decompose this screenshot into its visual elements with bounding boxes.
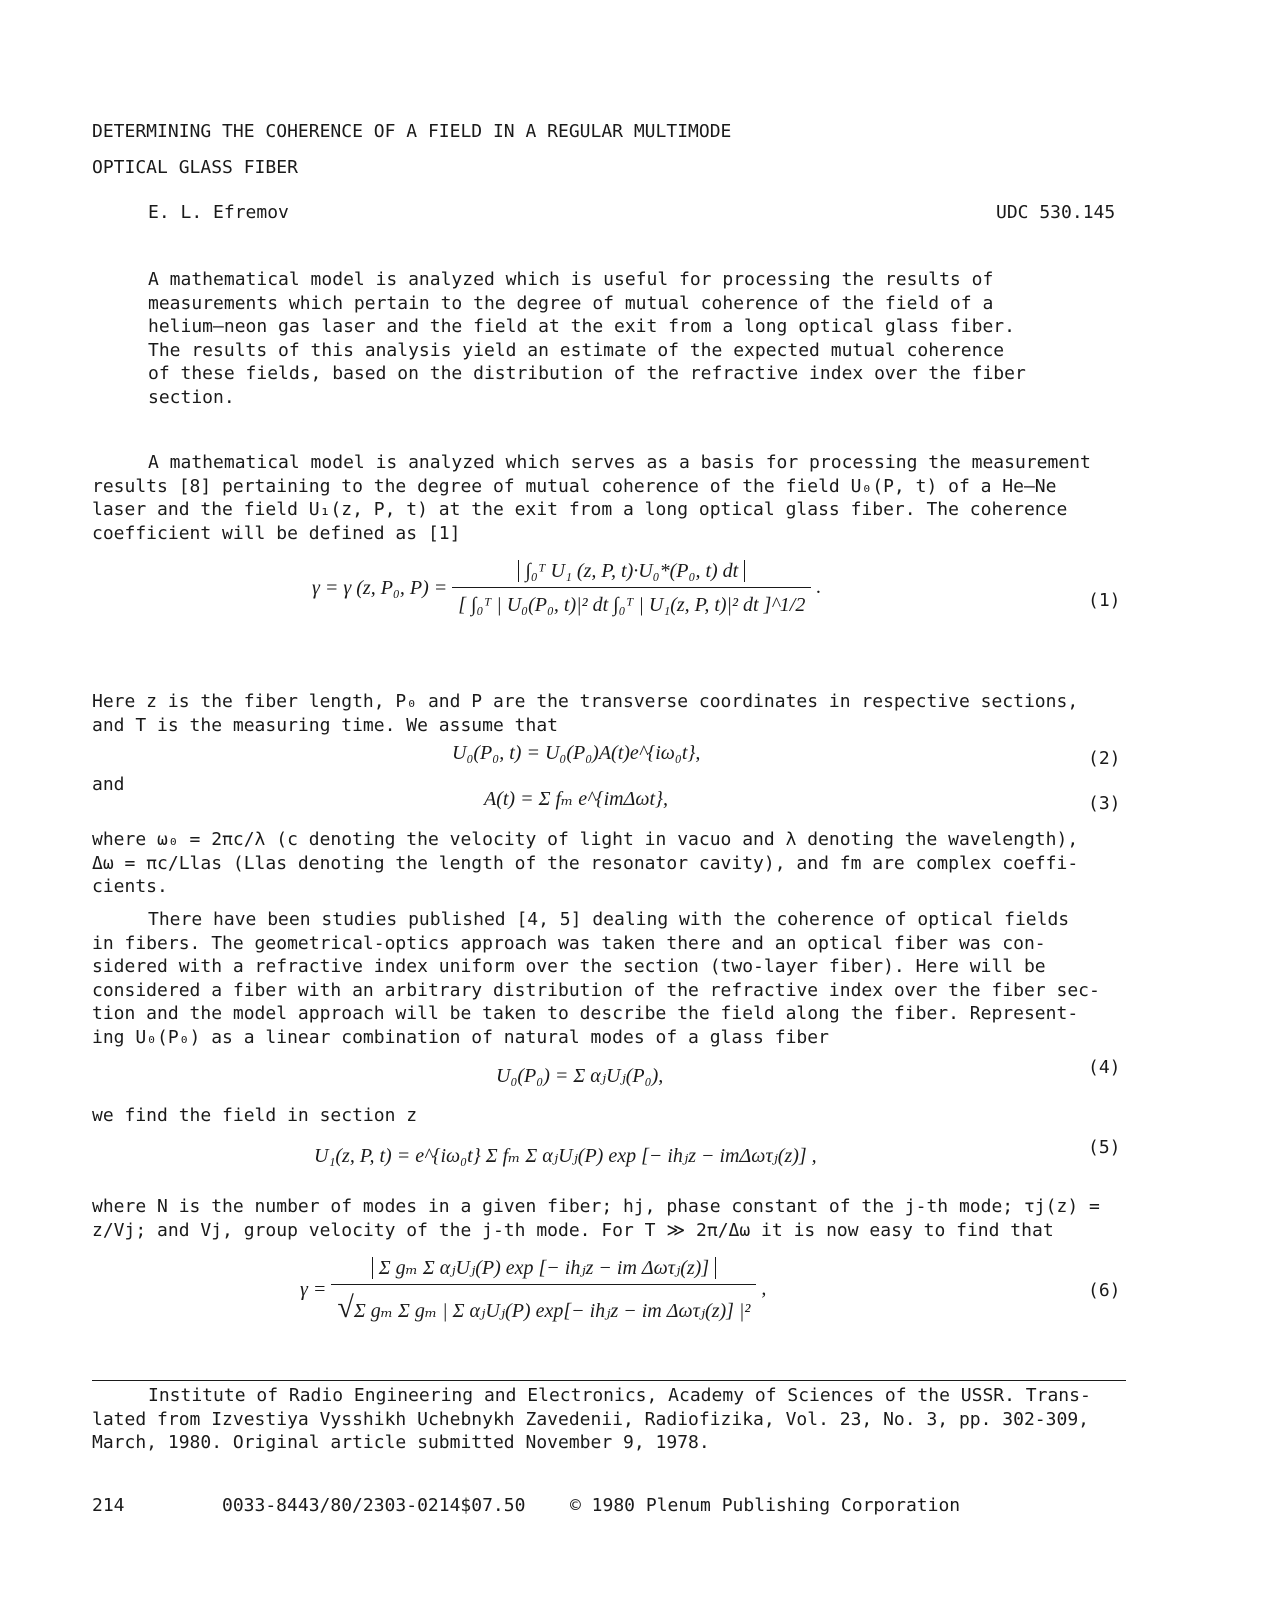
equation-1: γ = γ (z, P₀, P) = $\frac{\text{∫₀ᵀ U₁ (z, P, t)·U₀*(P₀, t) dt}}{\text{[ ∫₀ᵀ | U₀(P₀, t)|² dt ∫₀ᵀ | U₁(z, P, t)|² dt ]\textasciicircum{}1/2}}$ .: [312, 560, 822, 616]
text-line: considered a fiber with an arbitrary distribution of the refractive index over the fiber sec-: [92, 979, 1100, 1001]
eq6-denominator: Σ gₘ Σ gₘ | Σ αⱼUⱼ(P) exp[− ihⱼz − im Δωτⱼ(z)] |²: [353, 1300, 751, 1322]
equation-2: U₀(P₀, t) = U₀(P₀)A(t)e^{iω₀t},: [452, 742, 701, 764]
text-line: A mathematical model is analyzed which serves as a basis for processing the measurement: [148, 452, 1091, 473]
title-line-2: OPTICAL GLASS FIBER: [92, 156, 298, 178]
author: E. L. Efremov: [148, 202, 289, 223]
paragraph-definitions: [92, 690, 1132, 737]
abstract-line: The results of this analysis yield an estimate of the expected mutual coherence: [148, 339, 1005, 361]
text-line: tion and the model approach will be taken to describe the field along the fiber. Represent-: [92, 1003, 1079, 1024]
footnote: [92, 1384, 1132, 1455]
paragraph-modes: [92, 1195, 1132, 1242]
equation-number-4: (4): [1088, 1057, 1121, 1078]
abstract: [148, 268, 1083, 409]
eq6-numerator: Σ gₘ Σ αⱼUⱼ(P) exp [− ihⱼz − im Δωτⱼ(z)]: [372, 1257, 716, 1279]
paragraph-intro: [92, 451, 1132, 545]
title-line-1: DETERMINING THE COHERENCE OF A FIELD IN A REGULAR MULTIMODE: [92, 121, 732, 142]
equation-number-6: (6): [1088, 1280, 1121, 1301]
text-line: ing U₀(P₀) as a linear combination of natural modes of a glass fiber: [92, 1026, 829, 1048]
text-line: where N is the number of modes in a given fiber; hj, phase constant of the j-th mode; τj(z) =: [92, 1196, 1100, 1217]
abstract-line: A mathematical model is analyzed which is useful for processing the results of: [148, 269, 994, 290]
paragraph-studies: [92, 908, 1132, 1049]
equation-6: γ = $\frac{\text{Σ gₘ Σ αⱼUⱼ(P) exp [− ihⱼz − im Δωτⱼ(z)]}}{\text{√Σ gₘ Σ gₘ | Σ αⱼUⱼ(P) exp[− ihⱼz − im Δωτⱼ(z)] |²}}$ ,: [300, 1257, 767, 1324]
text-line: sidered with a refractive index uniform over the section (two-layer fiber). Here will be: [92, 956, 1046, 977]
text-line: where ω₀ = 2πc/λ (c denoting the velocity of light in vacuo and λ denoting the wavelength),: [92, 829, 1079, 850]
eq1-denominator: [ ∫₀ᵀ | U₀(P₀, t)|² dt ∫₀ᵀ | U₁(z, P, t)|² dt ]^1/2: [452, 587, 811, 617]
article-code: 0033-8443/80/2303-0214$07.50: [222, 1495, 526, 1516]
abstract-line: of these fields, based on the distribution of the refractive index over the fiber: [148, 363, 1026, 384]
eq1-lhs: γ = γ (z, P₀, P) =: [312, 577, 448, 599]
udc-code: UDC 530.145: [996, 202, 1116, 223]
equation-number-2: (2): [1088, 748, 1121, 769]
text-line: in fibers. The geometrical-optics approach was taken there and an optical fiber was con-: [92, 932, 1046, 954]
footnote-line: Institute of Radio Engineering and Electronics, Academy of Sciences of the USSR. Trans-: [148, 1385, 1091, 1406]
and-label: and: [92, 774, 125, 795]
abstract-line: section.: [148, 386, 235, 408]
text-line: There have been studies published [4, 5] dealing with the coherence of optical fields: [148, 909, 1070, 930]
abstract-line: measurements which pertain to the degree of mutual coherence of the field of a: [148, 292, 994, 314]
equation-number-3: (3): [1088, 793, 1121, 814]
paper-title: [92, 120, 1142, 191]
text-line: coefficient will be defined as [1]: [92, 522, 461, 544]
footnote-line: lated from Izvestiya Vysshikh Uchebnykh Zavedenii, Radiofizika, Vol. 23, No. 3, pp. 302-309,: [92, 1408, 1089, 1430]
equation-3: A(t) = Σ fₘ e^{imΔωt},: [484, 788, 669, 810]
eq6-lhs: γ =: [300, 1278, 327, 1301]
text-line: Δω = πc/Llas (Llas denoting the length of the resonator cavity), and fm are complex coeffi-: [92, 852, 1079, 874]
equation-5: U₁(z, P, t) = e^{iω₀t} Σ fₘ Σ αⱼUⱼ(P) exp [− ihⱼz − imΔωτⱼ(z)] ,: [314, 1145, 817, 1167]
paragraph-section-z: we find the field in section z: [92, 1105, 418, 1126]
equation-4: U₀(P₀) = Σ αⱼUⱼ(P₀),: [496, 1065, 664, 1087]
footnote-line: March, 1980. Original article submitted November 9, 1978.: [92, 1432, 710, 1453]
text-line: Here z is the fiber length, P₀ and P are the transverse coordinates in respective sections,: [92, 691, 1079, 712]
text-line: results [8] pertaining to the degree of mutual coherence of the field U₀(P, t) of a He–Ne: [92, 475, 1057, 497]
text-line: and T is the measuring time. We assume that: [92, 714, 558, 736]
equation-number-5: (5): [1088, 1137, 1121, 1158]
equation-number-1: (1): [1088, 590, 1121, 611]
text-line: cients.: [92, 876, 168, 897]
copyright: © 1980 Plenum Publishing Corporation: [570, 1495, 961, 1516]
paragraph-where: [92, 828, 1132, 899]
footnote-divider: [92, 1380, 1126, 1381]
eq1-numerator: ∫₀ᵀ U₁ (z, P, t)·U₀*(P₀, t) dt: [518, 560, 745, 582]
text-line: z/Vj; and Vj, group velocity of the j-th mode. For T ≫ 2π/Δω it is now easy to find that: [92, 1219, 1054, 1241]
page-number: 214: [92, 1495, 125, 1516]
text-line: laser and the field U₁(z, P, t) at the exit from a long optical glass fiber. The coherence: [92, 499, 1068, 520]
abstract-line: helium—neon gas laser and the field at the exit from a long optical glass fiber.: [148, 316, 1015, 337]
